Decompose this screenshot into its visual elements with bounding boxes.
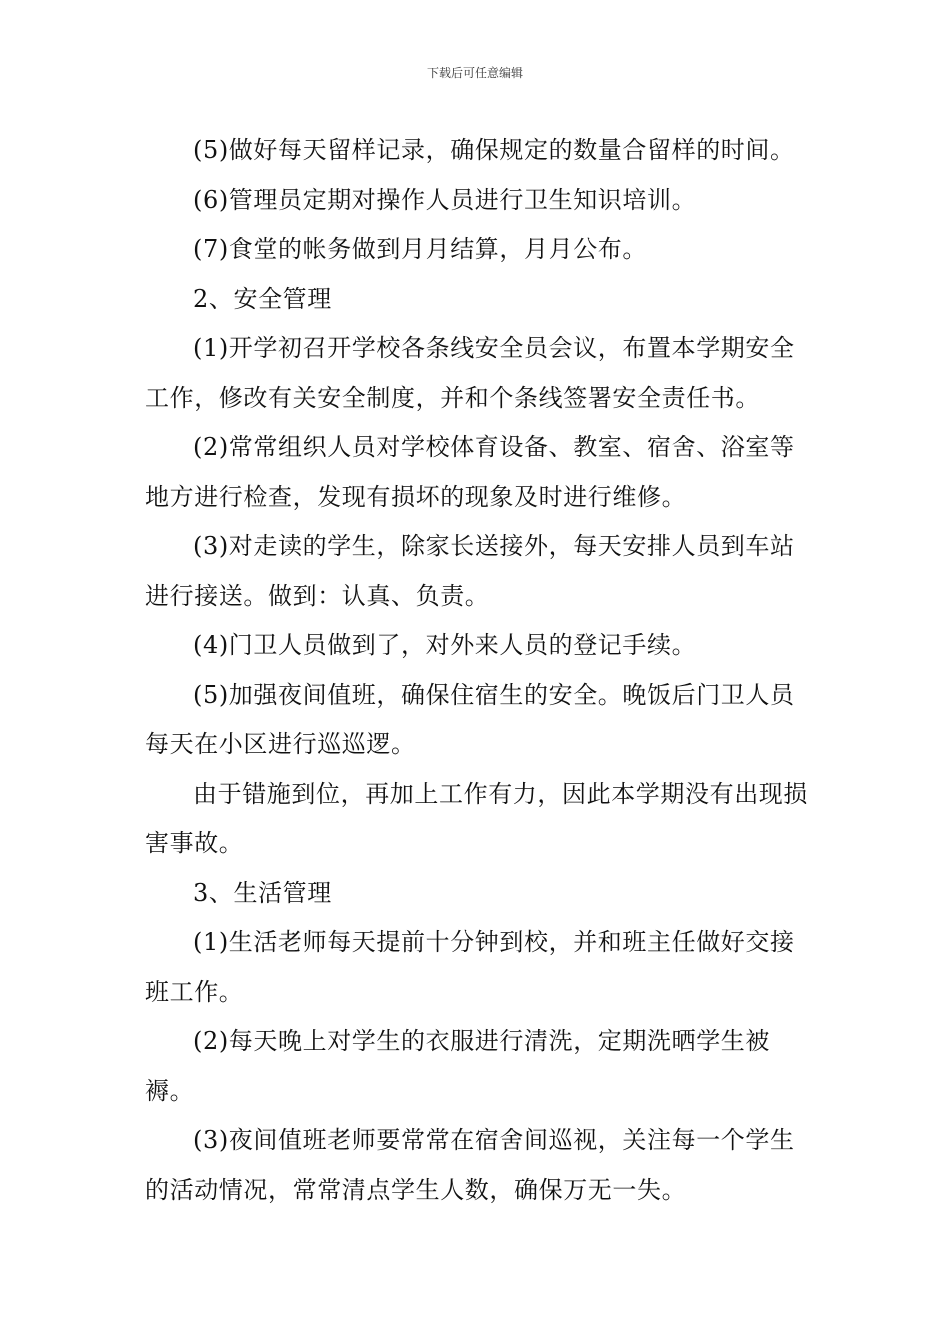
paragraph-safety-1: (1)开学初召开学校各条线安全员会议，布置本学期安全工作，修改有关安全制度，并和个条线签署安全责任书。 (145, 334, 795, 412)
paragraph-safety-2: (2)常常组织人员对学校体育设备、教室、宿舍、浴室等地方进行检查，发现有损坏的现象及时进行维修。 (145, 433, 795, 511)
paragraph-item-5-sample-record: (5)做好每天留样记录，确保规定的数量合留样的时间。 (193, 136, 795, 164)
paragraph-life-3: (3)夜间值班老师要常常在宿舍间巡视，关注每一个学生的活动情况，常常清点学生人数，确保万无一失。 (145, 1126, 795, 1204)
paragraph-safety-3: (3)对走读的学生，除家长送接外，每天安排人员到车站进行接送。做到：认真、负责。 (145, 532, 795, 610)
section-heading-life: 3、生活管理 (193, 878, 332, 907)
page-header-note: 下载后可任意编辑 (426, 66, 523, 80)
paragraph-life-1: (1)生活老师每天提前十分钟到校，并和班主任做好交接班工作。 (145, 928, 795, 1006)
paragraph-safety-summary: 由于错施到位，再加上工作有力，因此本学期没有出现损害事故。 (145, 779, 808, 857)
paragraph-life-2: (2)每天晚上对学生的衣服进行清洗，定期洗晒学生被褥。 (145, 1027, 770, 1105)
paragraph-safety-5: (5)加强夜间值班，确保住宿生的安全。晚饭后门卫人员每天在小区进行巡巡逻。 (145, 680, 795, 758)
paragraph-item-7-canteen-accounts: (7)食堂的帐务做到月月结算，月月公布。 (193, 235, 647, 263)
paragraph-safety-4: (4)门卫人员做到了，对外来人员的登记手续。 (193, 631, 697, 659)
section-heading-safety: 2、安全管理 (193, 284, 332, 313)
document-body (145, 126, 810, 1215)
paragraph-item-6-hygiene-training: (6)管理员定期对操作人员进行卫生知识培训。 (193, 185, 697, 214)
